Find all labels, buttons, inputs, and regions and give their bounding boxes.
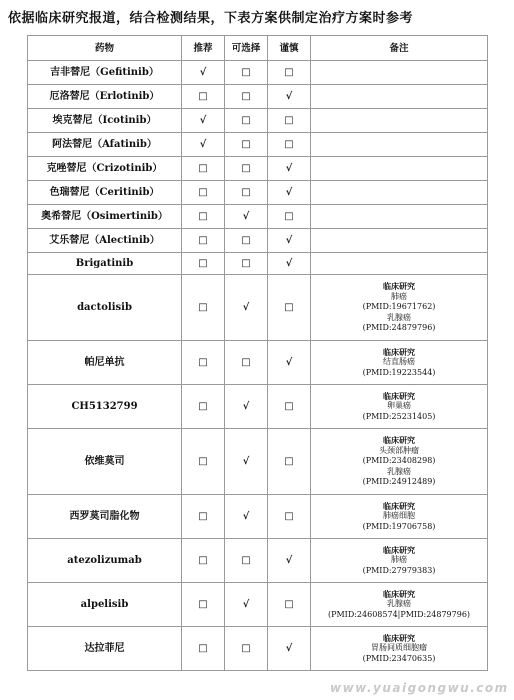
drug-name-cell: alpelisib [28, 583, 182, 627]
drug-name-cell: 奥希替尼（Osimertinib） [28, 205, 182, 229]
optional-cell [225, 385, 268, 429]
table-row [28, 627, 488, 671]
note-line: 卵巢癌 [387, 401, 411, 411]
optional-cell [225, 583, 268, 627]
empty-box-mark: □ [284, 456, 294, 467]
recommended-cell [182, 495, 225, 539]
drug-name-cell: 吉非替尼（Gefitinib） [28, 61, 182, 85]
table-row [28, 109, 488, 133]
check-mark: √ [242, 456, 250, 467]
optional-cell [225, 133, 268, 157]
notes-cell [311, 85, 488, 109]
note-line: (PMID:24879796) [362, 323, 436, 333]
notes-cell [311, 275, 488, 341]
drug-name-cell: 厄洛替尼（Erlotinib） [28, 85, 182, 109]
header-notes: 备注 [311, 36, 488, 61]
check-mark: √ [199, 67, 207, 78]
notes-cell [311, 495, 488, 539]
empty-box-mark: □ [241, 258, 251, 269]
empty-box-mark: □ [241, 357, 251, 368]
empty-box-mark: □ [241, 235, 251, 246]
optional-cell [225, 275, 268, 341]
recommended-cell [182, 181, 225, 205]
table-row [28, 495, 488, 539]
empty-box-mark: □ [198, 187, 208, 198]
note-line: (PMID:25231405) [362, 411, 436, 421]
notes-cell [311, 157, 488, 181]
note-line: 临床研究 [383, 281, 415, 292]
table-row [28, 385, 488, 429]
note-line: (PMID:19671762) [362, 302, 436, 312]
notes-cell [311, 429, 488, 495]
recommended-cell [182, 133, 225, 157]
recommended-cell [182, 275, 225, 341]
table-row [28, 253, 488, 275]
note-line: 胃肠间质细胞瘤 [371, 643, 427, 653]
empty-box-mark: □ [198, 258, 208, 269]
cautious-cell [268, 385, 311, 429]
notes-cell [311, 341, 488, 385]
note-line: 结直肠癌 [383, 357, 415, 367]
table-row [28, 61, 488, 85]
notes-cell [311, 627, 488, 671]
notes-cell [311, 61, 488, 85]
cautious-cell [268, 341, 311, 385]
notes-cell [311, 133, 488, 157]
recommended-cell [182, 157, 225, 181]
note-line: 临床研究 [383, 390, 415, 401]
recommended-cell [182, 341, 225, 385]
empty-box-mark: □ [198, 511, 208, 522]
note-line: 临床研究 [383, 346, 415, 357]
recommended-cell [182, 429, 225, 495]
empty-box-mark: □ [241, 139, 251, 150]
note-line: (PMID:27979383) [362, 565, 436, 575]
notes-cell [311, 583, 488, 627]
empty-box-mark: □ [284, 211, 294, 222]
table-row [28, 205, 488, 229]
check-mark: √ [242, 511, 250, 522]
check-mark: √ [285, 258, 293, 269]
watermark: www.yuaigongwu.com [330, 681, 509, 695]
notes-cell [311, 229, 488, 253]
notes-cell [311, 109, 488, 133]
empty-box-mark: □ [198, 211, 208, 222]
recommended-cell [182, 539, 225, 583]
table-header-row [28, 36, 488, 61]
drug-name-cell: dactolisib [28, 275, 182, 341]
note-line: (PMID:23470635) [362, 653, 436, 663]
empty-box-mark: □ [241, 91, 251, 102]
empty-box-mark: □ [284, 511, 294, 522]
optional-cell [225, 253, 268, 275]
note-line: 临床研究 [383, 588, 415, 599]
optional-cell [225, 429, 268, 495]
note-line: 临床研究 [383, 544, 415, 555]
empty-box-mark: □ [241, 555, 251, 566]
cautious-cell [268, 253, 311, 275]
recommended-cell [182, 85, 225, 109]
optional-cell [225, 85, 268, 109]
cautious-cell [268, 109, 311, 133]
cautious-cell [268, 229, 311, 253]
drug-name-cell: 埃克替尼（Icotinib） [28, 109, 182, 133]
recommended-cell [182, 61, 225, 85]
optional-cell [225, 539, 268, 583]
empty-box-mark: □ [198, 91, 208, 102]
check-mark: √ [285, 643, 293, 654]
empty-box-mark: □ [198, 302, 208, 313]
empty-box-mark: □ [241, 67, 251, 78]
empty-box-mark: □ [198, 163, 208, 174]
recommended-cell [182, 229, 225, 253]
cautious-cell [268, 157, 311, 181]
check-mark: √ [285, 555, 293, 566]
empty-box-mark: □ [284, 599, 294, 610]
cautious-cell [268, 583, 311, 627]
notes-cell [311, 385, 488, 429]
note-line: 头颈部肿瘤 [379, 445, 419, 455]
empty-box-mark: □ [284, 115, 294, 126]
drug-name-cell: 克唑替尼（Crizotinib） [28, 157, 182, 181]
notes-cell [311, 253, 488, 275]
recommended-cell [182, 583, 225, 627]
empty-box-mark: □ [198, 235, 208, 246]
drug-name-cell: CH5132799 [28, 385, 182, 429]
optional-cell [225, 229, 268, 253]
cautious-cell [268, 61, 311, 85]
note-line: 临床研究 [383, 435, 415, 446]
table-row [28, 341, 488, 385]
empty-box-mark: □ [198, 401, 208, 412]
note-line: 肺癌 [391, 291, 407, 301]
table-row [28, 583, 488, 627]
table-row [28, 133, 488, 157]
empty-box-mark: □ [241, 115, 251, 126]
notes-cell [311, 539, 488, 583]
empty-box-mark: □ [284, 302, 294, 313]
check-mark: √ [285, 187, 293, 198]
optional-cell [225, 109, 268, 133]
note-line: (PMID:24608574|PMID:24879796) [327, 609, 471, 619]
check-mark: √ [242, 599, 250, 610]
drug-name-cell: 帕尼单抗 [28, 341, 182, 385]
note-line: 临床研究 [383, 500, 415, 511]
note-line: (PMID:19706758) [362, 521, 436, 531]
check-mark: √ [242, 211, 250, 222]
drug-name-cell: 艾乐替尼（Alectinib） [28, 229, 182, 253]
empty-box-mark: □ [241, 643, 251, 654]
empty-box-mark: □ [198, 643, 208, 654]
page-title: 依据临床研究报道，结合检测结果，下表方案供制定治疗方案时参考 [8, 11, 414, 26]
header-cautious: 谨慎 [268, 36, 311, 61]
header-optional: 可选择 [225, 36, 268, 61]
table-row [28, 429, 488, 495]
table-row [28, 157, 488, 181]
recommended-cell [182, 205, 225, 229]
cautious-cell [268, 275, 311, 341]
note-line: (PMID:19223544) [362, 367, 436, 377]
check-mark: √ [242, 401, 250, 412]
table-row [28, 275, 488, 341]
check-mark: √ [199, 115, 207, 126]
cautious-cell [268, 429, 311, 495]
cautious-cell [268, 85, 311, 109]
recommended-cell [182, 253, 225, 275]
recommended-cell [182, 109, 225, 133]
recommended-cell [182, 385, 225, 429]
notes-cell [311, 181, 488, 205]
optional-cell [225, 61, 268, 85]
recommended-cell [182, 627, 225, 671]
empty-box-mark: □ [284, 401, 294, 412]
table-row [28, 539, 488, 583]
header-recommended: 推荐 [182, 36, 225, 61]
drug-name-cell: Brigatinib [28, 253, 182, 275]
notes-cell [311, 205, 488, 229]
drug-name-cell: 阿法替尼（Afatinib） [28, 133, 182, 157]
check-mark: √ [285, 357, 293, 368]
empty-box-mark: □ [241, 187, 251, 198]
header-drug: 药物 [28, 36, 182, 61]
drug-name-cell: 达拉菲尼 [28, 627, 182, 671]
drug-name-cell: 依维莫司 [28, 429, 182, 495]
cautious-cell [268, 627, 311, 671]
empty-box-mark: □ [284, 67, 294, 78]
drug-table [27, 35, 488, 671]
drug-name-cell: 色瑞替尼（Ceritinib） [28, 181, 182, 205]
optional-cell [225, 495, 268, 539]
cautious-cell [268, 133, 311, 157]
optional-cell [225, 627, 268, 671]
table-row [28, 229, 488, 253]
note-line: (PMID:23408298) [362, 456, 436, 466]
optional-cell [225, 205, 268, 229]
note-line: 乳腺癌 [387, 599, 411, 609]
note-line: 肺癌 [391, 555, 407, 565]
empty-box-mark: □ [284, 139, 294, 150]
drug-name-cell: atezolizumab [28, 539, 182, 583]
optional-cell [225, 157, 268, 181]
note-line: (PMID:24912489) [362, 477, 436, 487]
check-mark: √ [285, 163, 293, 174]
check-mark: √ [285, 91, 293, 102]
empty-box-mark: □ [198, 555, 208, 566]
empty-box-mark: □ [241, 163, 251, 174]
check-mark: √ [285, 235, 293, 246]
check-mark: √ [199, 139, 207, 150]
cautious-cell [268, 205, 311, 229]
table-row [28, 181, 488, 205]
note-line: 乳腺癌 [387, 312, 411, 322]
table-row [28, 85, 488, 109]
cautious-cell [268, 495, 311, 539]
note-line: 乳腺癌 [387, 466, 411, 476]
empty-box-mark: □ [198, 456, 208, 467]
drug-name-cell: 西罗莫司脂化物 [28, 495, 182, 539]
cautious-cell [268, 181, 311, 205]
empty-box-mark: □ [198, 357, 208, 368]
check-mark: √ [242, 302, 250, 313]
note-line: 临床研究 [383, 632, 415, 643]
cautious-cell [268, 539, 311, 583]
empty-box-mark: □ [198, 599, 208, 610]
note-line: 肺癌细胞 [383, 511, 415, 521]
optional-cell [225, 181, 268, 205]
optional-cell [225, 341, 268, 385]
